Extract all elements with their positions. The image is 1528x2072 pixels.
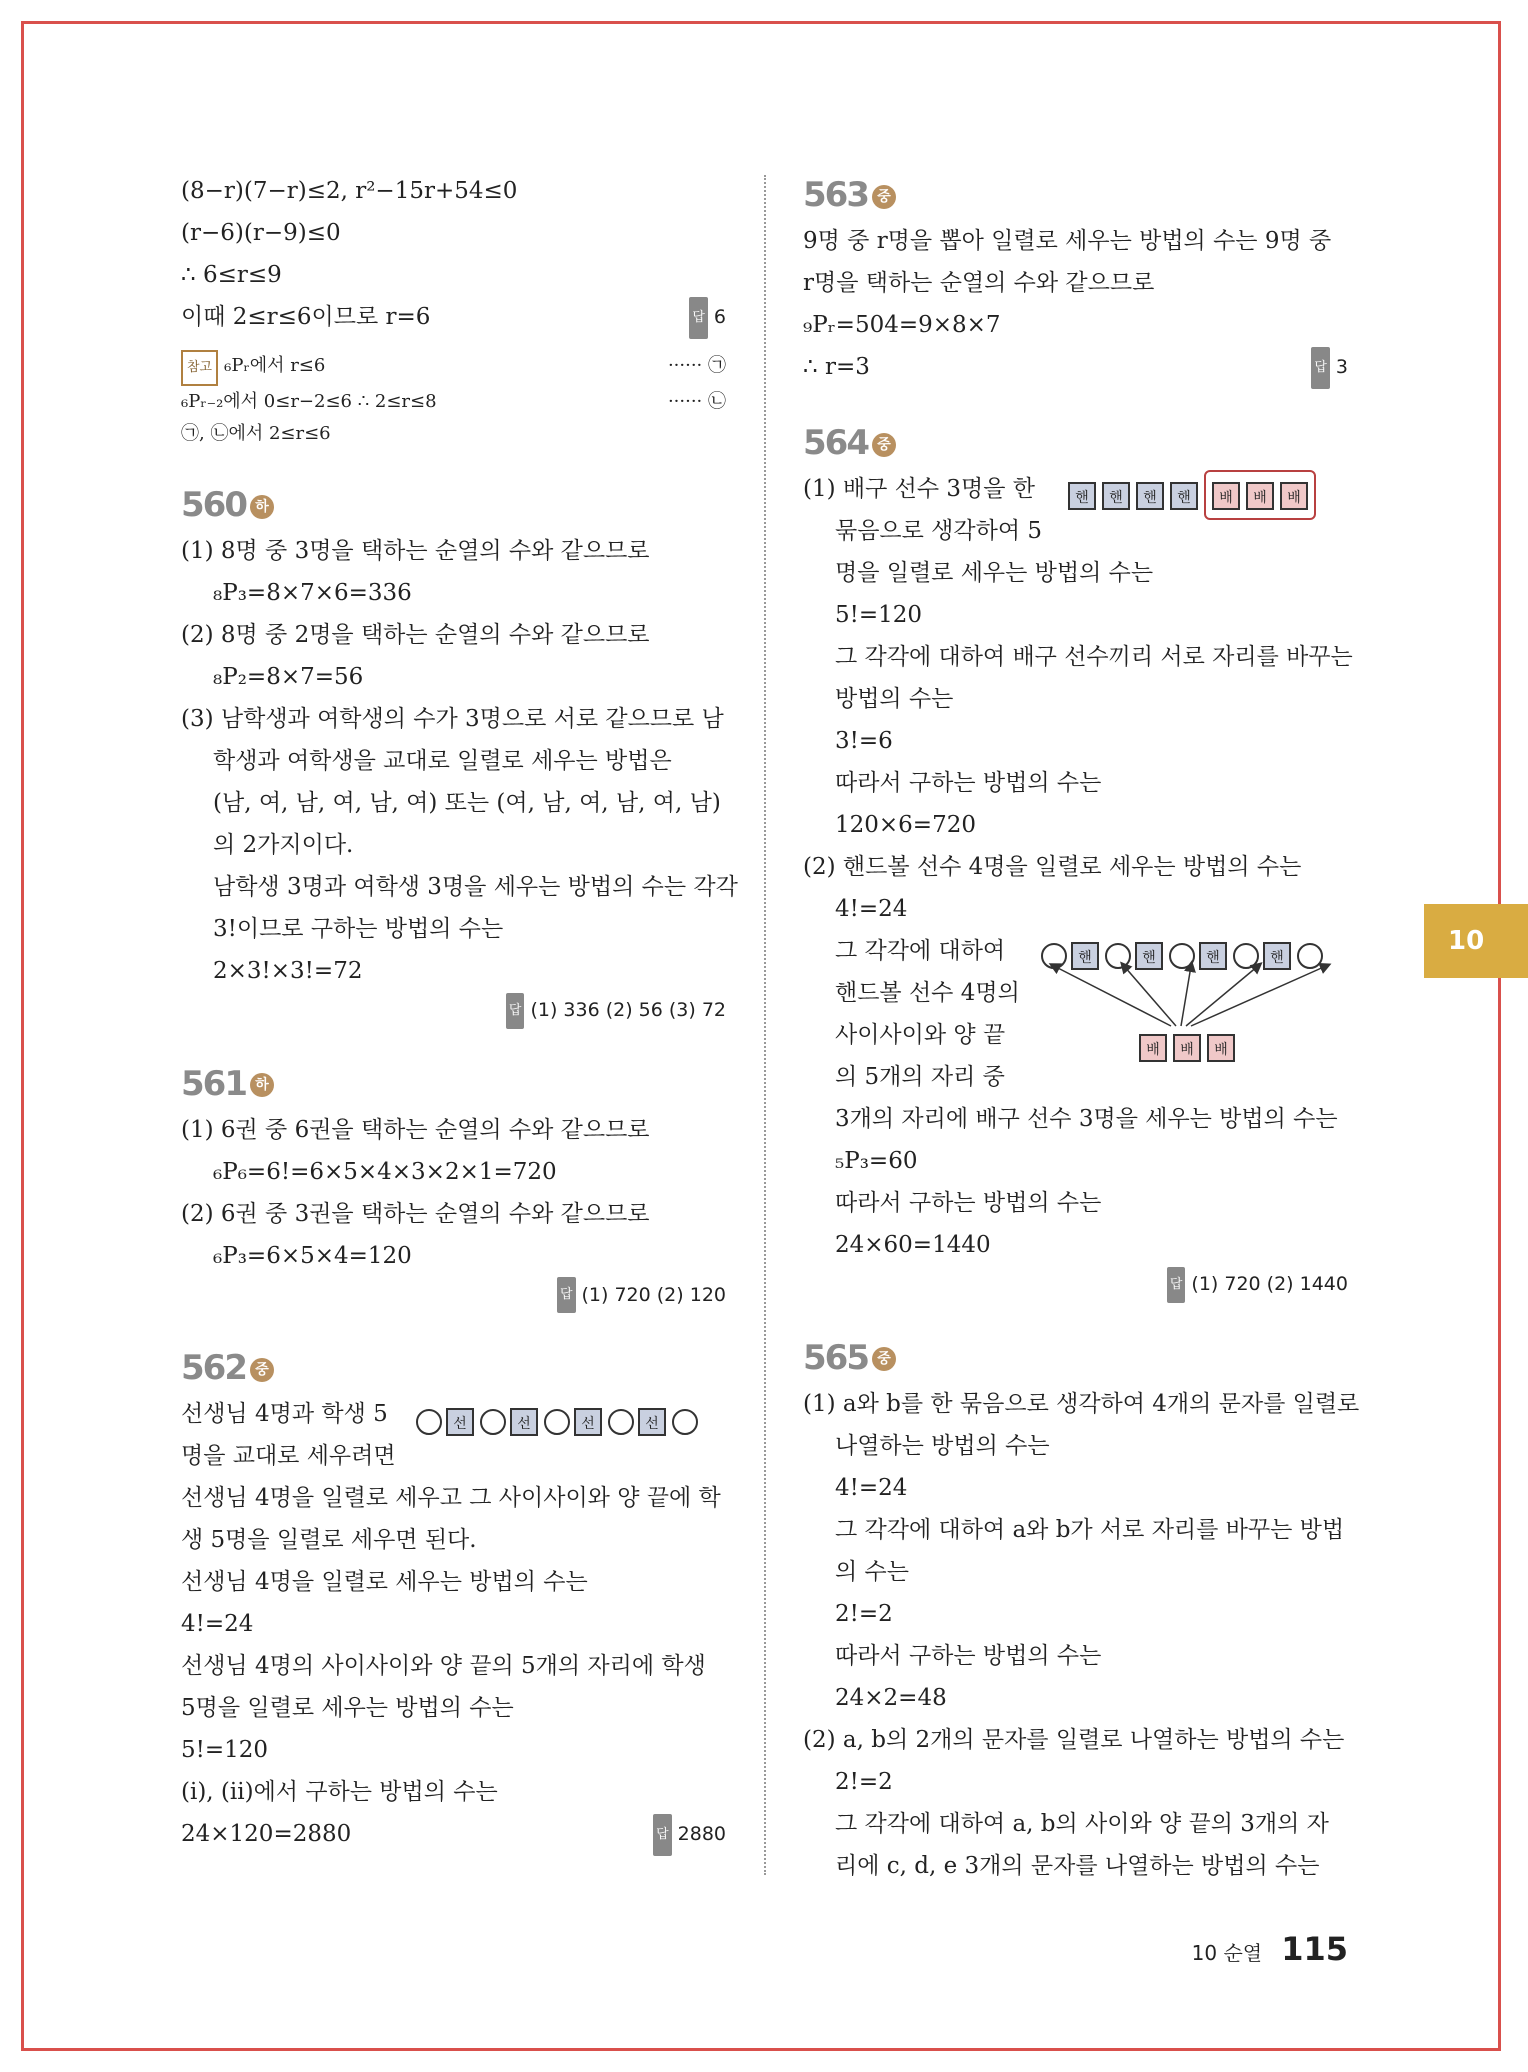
line: 2!=2	[835, 1600, 893, 1627]
line: 의 5개의 자리 중	[835, 1064, 1005, 1090]
line: 나열하는 방법의 수는	[835, 1432, 1050, 1459]
problem-number: 560 하	[181, 480, 726, 530]
page-footer	[1192, 1930, 1348, 1968]
line: 핸드볼 선수 4명의	[835, 980, 1020, 1006]
right-column	[803, 170, 1360, 1887]
line: (남, 여, 남, 여, 남, 여) 또는 (여, 남, 여, 남, 여, 남)	[213, 790, 721, 816]
line: 120×6=720	[835, 812, 976, 838]
line: ₆P₃=6×5×4=120	[213, 1242, 412, 1269]
line: 방법의 수는	[835, 686, 954, 712]
line: ₈P₂=8×7=56	[213, 664, 364, 690]
line: 5명을 일렬로 세우는 방법의 수는	[181, 1695, 514, 1721]
line: 남학생 3명과 여학생 3명을 세우는 방법의 수는 각각	[213, 874, 738, 900]
line: 선생님 4명을 일렬로 세우고 그 사이사이와 양 끝에 학	[181, 1485, 721, 1511]
line: 그 각각에 대하여 핸 핸 핸 핸 배 배 배	[803, 930, 1348, 972]
line: ₈P₃=8×7×6=336	[213, 580, 412, 606]
line: 명을 일렬로 세우는 방법의 수는	[835, 560, 1154, 586]
line: 24×60=1440	[835, 1232, 991, 1258]
note-line: ㉠, ㉡에서 2≤r≤6	[181, 423, 331, 444]
problem-number: 563 중	[803, 170, 1348, 220]
problem-number: 562 중	[181, 1343, 726, 1393]
answer: 6	[713, 306, 726, 328]
line: (i), (ii)에서 구하는 방법의 수는	[181, 1779, 498, 1805]
line: 4!=24	[181, 1611, 254, 1637]
teacher-student-diagram: 선 선 선 선	[416, 1400, 702, 1442]
chapter-side-tab: 10	[1424, 904, 1528, 978]
line: (2) a, b의 2개의 문자를 일렬로 나열하는 방법의 수는	[803, 1726, 1345, 1753]
page-number: 115	[1281, 1930, 1348, 1968]
line: 그 각각에 대하여 a, b의 사이와 양 끝의 3개의 자	[835, 1810, 1329, 1837]
line: (1) 6권 중 6권을 택하는 순열의 수와 같으므로	[181, 1116, 650, 1143]
answer-badge: 답	[1311, 347, 1330, 389]
line: (1) a와 b를 한 묶음으로 생각하여 4개의 문자를 일렬로	[803, 1390, 1360, 1417]
line: ∴ 6≤r≤9	[181, 262, 282, 288]
line: 학생과 여학생을 교대로 일렬로 세우는 방법은	[213, 748, 672, 774]
line: 생 5명을 일렬로 세우면 된다.	[181, 1527, 477, 1553]
line: 그 각각에 대하여 a와 b가 서로 자리를 바꾸는 방법	[835, 1516, 1345, 1543]
line: (r−6)(r−9)≤0	[181, 220, 341, 246]
line: (3) 남학생과 여학생의 수가 3명으로 서로 같으므로 남	[181, 706, 724, 732]
line: (2) 6권 중 3권을 택하는 순열의 수와 같으므로	[181, 1200, 650, 1227]
line: (1) 8명 중 3명을 택하는 순열의 수와 같으므로	[181, 538, 650, 564]
line: 묶음으로 생각하여 5	[835, 518, 1042, 544]
line: ₆P₆=6!=6×5×4×3×2×1=720	[213, 1158, 557, 1185]
chapter-title: 10 순열	[1191, 1941, 1263, 1965]
answer: 답 (1) 720 (2) 120	[181, 1277, 726, 1314]
line: 24×120=2880 답 2880	[181, 1813, 726, 1855]
line: 사이사이와 양 끝	[835, 1022, 1006, 1048]
line: 따라서 구하는 방법의 수는	[835, 1642, 1102, 1669]
answer: 답 (1) 720 (2) 1440	[803, 1266, 1348, 1303]
answer: 3	[1335, 356, 1348, 378]
answer-badge: 답	[653, 1814, 672, 1856]
gap-diagram: 핸 핸 핸 핸 배 배 배	[1041, 934, 1341, 1064]
line: 따라서 구하는 방법의 수는	[835, 1190, 1102, 1216]
column-divider	[764, 175, 766, 1875]
line: (1) 배구 선수 3명을 한 핸 핸 핸 핸 배 배 배	[803, 468, 1348, 510]
note-tag: 참고	[181, 350, 218, 386]
line: 그 각각에 대하여 배구 선수끼리 서로 자리를 바꾸는	[835, 644, 1353, 670]
line: 5!=120	[835, 602, 923, 628]
line: ₉Pᵣ=504=9×8×7	[803, 312, 1001, 338]
answer: 2880	[677, 1823, 726, 1845]
line: 3개의 자리에 배구 선수 3명을 세우는 방법의 수는	[835, 1106, 1338, 1132]
line: 선생님 4명과 학생 5 선 선 선 선	[181, 1393, 726, 1435]
line: 명을 교대로 세우려면	[181, 1443, 396, 1469]
line: 4!=24	[835, 896, 908, 922]
left-column	[181, 170, 738, 1855]
line: 리에 c, d, e 3개의 문자를 나열하는 방법의 수는	[835, 1852, 1320, 1879]
line: (8−r)(7−r)≤2, r²−15r+54≤0	[181, 178, 518, 204]
problem-number: 564 중	[803, 418, 1348, 468]
answer-badge: 답	[689, 297, 708, 339]
line: 4!=24	[835, 1474, 908, 1501]
line: 의 수는	[835, 1558, 909, 1585]
line: 선생님 4명을 일렬로 세우는 방법의 수는	[181, 1569, 588, 1595]
line: 선생님 4명의 사이사이와 양 끝의 5개의 자리에 학생	[181, 1653, 706, 1679]
line: ₅P₃=60	[835, 1148, 918, 1174]
block-diagram: 핸 핸 핸 핸 배 배 배	[1068, 474, 1316, 520]
line: 의 2가지이다.	[213, 832, 354, 858]
line: 5!=120	[181, 1737, 269, 1763]
problem-number: 561 하	[181, 1059, 726, 1109]
note-line: ₆Pᵣ₋₂에서 0≤r−2≤6 ∴ 2≤r≤8 ······ ㉡	[181, 391, 726, 412]
line: 2!=2	[835, 1768, 893, 1795]
line: r명을 택하는 순열의 수와 같으므로	[803, 270, 1155, 296]
note-line: 참고 ₆Pᵣ에서 r≤6 ······ ㉠	[181, 350, 726, 386]
line: 3!이므로 구하는 방법의 수는	[213, 916, 504, 942]
problem-number: 565 중	[803, 1333, 1348, 1383]
line: 24×2=48	[835, 1684, 947, 1711]
line: 3!=6	[835, 728, 893, 754]
line: 따라서 구하는 방법의 수는	[835, 770, 1102, 796]
line: 2×3!×3!=72	[213, 958, 363, 984]
line: (2) 핸드볼 선수 4명을 일렬로 세우는 방법의 수는	[803, 854, 1302, 880]
answer: 답 (1) 336 (2) 56 (3) 72	[181, 992, 726, 1029]
line: 이때 2≤r≤6이므로 r=6 답 6	[181, 296, 726, 338]
line: ∴ r=3 답 3	[803, 346, 1348, 388]
line: 9명 중 r명을 뽑아 일렬로 세우는 방법의 수는 9명 중	[803, 228, 1332, 254]
line: (2) 8명 중 2명을 택하는 순열의 수와 같으므로	[181, 622, 650, 648]
